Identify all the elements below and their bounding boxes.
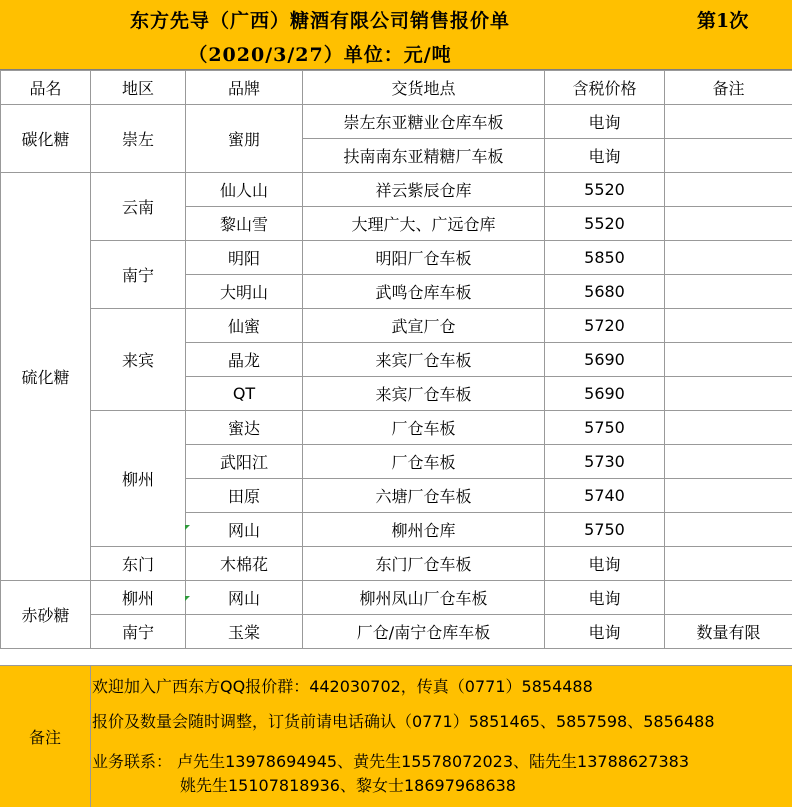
remarks-line: 姚先生15107818936、黎女士18697968638 <box>180 776 516 795</box>
brand-cell: 网山 <box>186 581 303 615</box>
table-row <box>1 105 792 139</box>
table-row <box>1 173 792 207</box>
note-cell <box>665 479 792 513</box>
region-cell: 柳州 <box>91 411 186 547</box>
brand-cell: 田原 <box>186 479 303 513</box>
remarks-line: 欢迎加入广西东方QQ报价群：442030702，传真（0771）5854488 <box>92 677 593 696</box>
note-cell <box>665 275 792 309</box>
note-cell <box>665 547 792 581</box>
price-cell: 5750 <box>545 411 665 445</box>
delivery-cell: 厂仓车板 <box>303 445 545 479</box>
price-cell: 5730 <box>545 445 665 479</box>
col-header-note: 备注 <box>665 71 792 105</box>
delivery-cell: 明阳厂仓车板 <box>303 241 545 275</box>
delivery-cell: 崇左东亚糖业仓库车板 <box>303 105 545 139</box>
region-cell: 崇左 <box>91 105 186 173</box>
brand-cell: 大明山 <box>186 275 303 309</box>
table-row <box>1 309 792 343</box>
price-cell: 5850 <box>545 241 665 275</box>
note-cell <box>665 105 792 139</box>
brand-cell: 黎山雪 <box>186 207 303 241</box>
price-cell: 电询 <box>545 615 665 649</box>
note-cell <box>665 581 792 615</box>
price-cell: 5740 <box>545 479 665 513</box>
sequence-label: 第1次 <box>697 10 749 32</box>
delivery-cell: 六塘厂仓车板 <box>303 479 545 513</box>
remarks-footer <box>0 665 792 807</box>
price-cell: 电询 <box>545 139 665 173</box>
table-row <box>1 241 792 275</box>
price-cell: 电询 <box>545 547 665 581</box>
brand-cell: 网山 <box>186 513 303 547</box>
remarks-line: 报价及数量会随时调整，订货前请电话确认（0771）5851465、5857598、5856488 <box>92 712 715 731</box>
delivery-cell: 来宾厂仓车板 <box>303 343 545 377</box>
remarks-line: 业务联系： 卢先生13978694945、黄先生15578072023、陆先生13788627383 <box>92 752 690 771</box>
region-cell: 南宁 <box>91 615 186 649</box>
title-band <box>0 0 792 70</box>
header-row <box>1 71 792 105</box>
delivery-cell: 祥云紫辰仓库 <box>303 173 545 207</box>
note-cell: 数量有限 <box>665 615 792 649</box>
note-cell <box>665 173 792 207</box>
note-cell <box>665 513 792 547</box>
brand-cell: 武阳江 <box>186 445 303 479</box>
price-cell: 5520 <box>545 207 665 241</box>
brand-cell: 仙人山 <box>186 173 303 207</box>
note-cell <box>665 445 792 479</box>
delivery-cell: 柳州凤山厂仓车板 <box>303 581 545 615</box>
brand-cell: 木棉花 <box>186 547 303 581</box>
delivery-cell: 大理广大、广远仓库 <box>303 207 545 241</box>
table-row <box>1 547 792 581</box>
note-cell <box>665 241 792 275</box>
col-header-brand: 品牌 <box>186 71 303 105</box>
brand-cell: 玉棠 <box>186 615 303 649</box>
col-header-region: 地区 <box>91 71 186 105</box>
cell-comment-marker <box>185 525 190 530</box>
delivery-cell: 厂仓/南宁仓库车板 <box>303 615 545 649</box>
note-cell <box>665 377 792 411</box>
cell-comment-marker <box>185 596 190 601</box>
col-header-product: 品名 <box>1 71 91 105</box>
price-cell: 电询 <box>545 105 665 139</box>
delivery-cell: 武鸣仓库车板 <box>303 275 545 309</box>
sheet-title: 东方先导（广西）糖酒有限公司销售报价单 <box>129 10 510 32</box>
table-row <box>1 581 792 615</box>
col-header-delivery: 交货地点 <box>303 71 545 105</box>
delivery-cell: 东门厂仓车板 <box>303 547 545 581</box>
table-row <box>1 615 792 649</box>
delivery-cell: 扶南南东亚精糖厂车板 <box>303 139 545 173</box>
remarks-label: 备注 <box>0 666 91 807</box>
price-cell: 电询 <box>545 581 665 615</box>
product-cell: 赤砂糖 <box>1 581 91 649</box>
price-cell: 5690 <box>545 343 665 377</box>
delivery-cell: 柳州仓库 <box>303 513 545 547</box>
region-cell: 云南 <box>91 173 186 241</box>
region-cell: 东门 <box>91 547 186 581</box>
price-cell: 5680 <box>545 275 665 309</box>
note-cell <box>665 207 792 241</box>
note-cell <box>665 309 792 343</box>
col-header-price: 含税价格 <box>545 71 665 105</box>
product-cell: 碳化糖 <box>1 105 91 173</box>
price-table <box>0 70 792 649</box>
brand-cell: 仙蜜 <box>186 309 303 343</box>
brand-cell: 明阳 <box>186 241 303 275</box>
price-cell: 5720 <box>545 309 665 343</box>
price-cell: 5520 <box>545 173 665 207</box>
price-cell: 5750 <box>545 513 665 547</box>
delivery-cell: 来宾厂仓车板 <box>303 377 545 411</box>
brand-cell: QT <box>186 377 303 411</box>
table-row <box>1 411 792 445</box>
note-cell <box>665 411 792 445</box>
region-cell: 南宁 <box>91 241 186 309</box>
region-cell: 柳州 <box>91 581 186 615</box>
brand-cell: 蜜朋 <box>186 105 303 173</box>
delivery-cell: 武宣厂仓 <box>303 309 545 343</box>
product-cell: 硫化糖 <box>1 173 91 581</box>
price-cell: 5690 <box>545 377 665 411</box>
brand-cell: 晶龙 <box>186 343 303 377</box>
region-cell: 来宾 <box>91 309 186 411</box>
brand-cell: 蜜达 <box>186 411 303 445</box>
note-cell <box>665 139 792 173</box>
sheet-subtitle: （2020/3/27）单位：元/吨 <box>188 44 452 66</box>
price-table-body <box>1 71 792 649</box>
delivery-cell: 厂仓车板 <box>303 411 545 445</box>
note-cell <box>665 343 792 377</box>
